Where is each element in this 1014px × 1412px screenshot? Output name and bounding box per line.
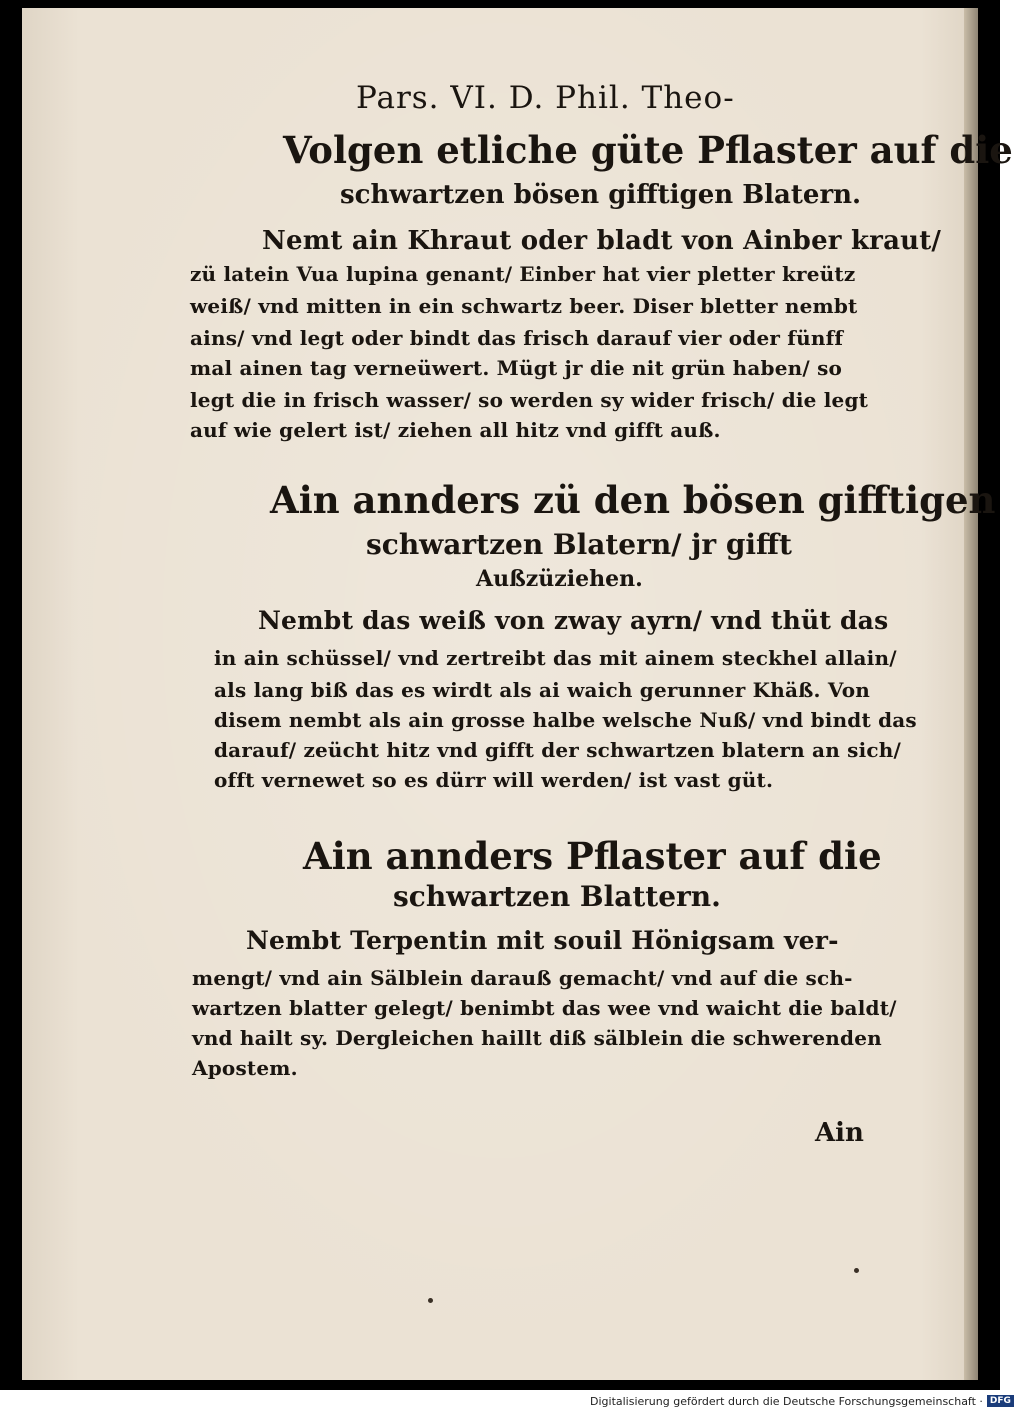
section1-heading-line2: schwartzen bösen gifftigen Blatern.: [340, 180, 862, 210]
digitization-footer: [590, 1393, 1014, 1409]
section1-heading-line1: Volgen etliche güte Pflaster auf die: [283, 128, 1013, 172]
section3-heading-line2: schwartzen Blattern.: [393, 880, 721, 913]
section3-heading-line1: Ain annders Pflaster auf die: [303, 834, 882, 878]
section2-heading-line2: schwartzen Blatern/ jr gifft: [366, 528, 792, 561]
section2-heading-line1: Ain annders zü den bösen gifftigen: [270, 478, 996, 522]
section1-text-line: ains/ vnd legt oder bindt das frisch darauf vier oder fünff: [190, 326, 844, 350]
section1-text-line: mal ainen tag verneüwert. Mügt jr die nit grün haben/ so: [190, 356, 843, 380]
ink-speck: [854, 1268, 859, 1273]
page-edge: [964, 8, 978, 1380]
section2-heading-line3: Außzüziehen.: [476, 566, 643, 592]
section3-text-line: vnd hailt sy. Dergleichen haillt diß sälblein die schwerenden: [192, 1026, 882, 1050]
section1-text-line: zü latein Vua lupina genant/ Einber hat vier pletter kreütz: [190, 262, 856, 286]
section3-text-line: Nembt Terpentin mit souil Hönigsam ver-: [246, 926, 839, 955]
ink-speck: [428, 1298, 433, 1303]
section2-text-line: Nembt das weiß von zway ayrn/ vnd thüt das: [258, 606, 889, 635]
section2-text-line: disem nembt als ain grosse halbe welsche Nuß/ vnd bindt das: [214, 708, 917, 732]
footer-text: Digitalisierung gefördert durch die Deutsche Forschungsgemeinschaft ·: [590, 1394, 983, 1408]
section3-text-line: Apostem.: [192, 1056, 298, 1080]
section2-text-line: darauf/ zeücht hitz vnd gifft der schwartzen blatern an sich/: [214, 738, 902, 762]
section3-text-line: wartzen blatter gelegt/ benimbt das wee vnd waicht die baldt/: [192, 996, 897, 1020]
section1-text-line: legt die in frisch wasser/ so werden sy wider frisch/ die legt: [190, 388, 869, 412]
section1-text-line: Nemt ain Khraut oder bladt von Ainber kraut/: [262, 226, 942, 256]
running-head: Pars. VI. D. Phil. Theo-: [356, 80, 735, 116]
section2-text-line: als lang biß das es wirdt als ai waich gerunner Khäß. Von: [214, 678, 871, 702]
section1-text-line: weiß/ vnd mitten in ein schwartz beer. Diser bletter nembt: [190, 294, 858, 318]
section2-text-line: in ain schüssel/ vnd zertreibt das mit ainem steckhel allain/: [214, 646, 897, 670]
section1-text-line: auf wie gelert ist/ ziehen all hitz vnd gifft auß.: [190, 418, 721, 442]
catchword: Ain: [815, 1118, 864, 1148]
section2-text-line: offt vernewet so es dürr will werden/ ist vast güt.: [214, 768, 774, 792]
dfg-logo: DFG: [987, 1395, 1014, 1407]
section3-text-line: mengt/ vnd ain Sälblein darauß gemacht/ vnd auf die sch-: [192, 966, 853, 990]
